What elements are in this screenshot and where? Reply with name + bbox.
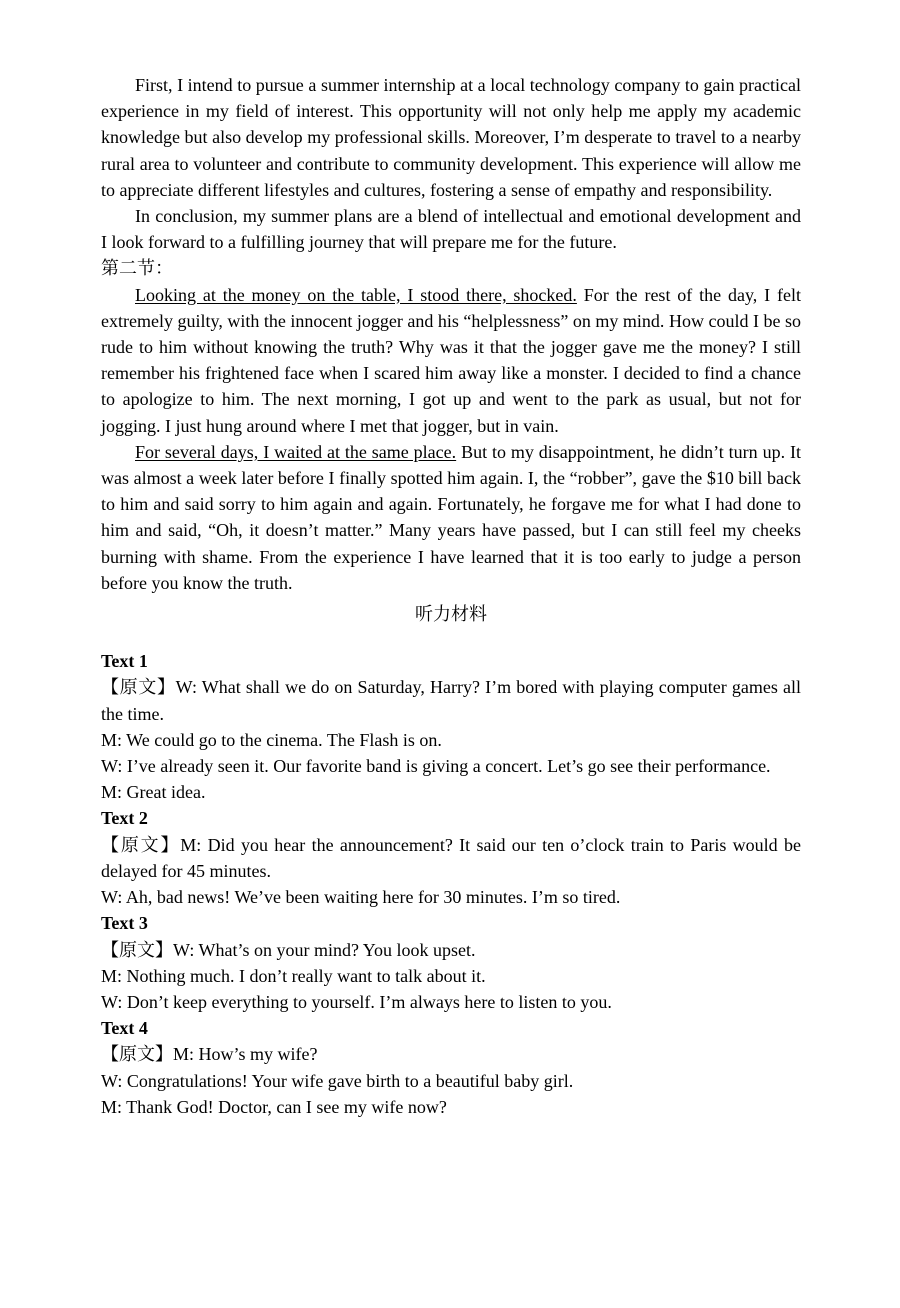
document-page — [101, 72, 801, 1120]
story-text: But to my disappointment, he didn’t turn up. It was almost a week later before I finally spotted him again. I, the “robber”, gave the $10 bill back to him and said sorry to him again and again. Fortunately, he forgave me for what I had done to him and said, “Oh, it doesn’t matter.” Many years have passed, but I can still feel my cheeks burning with shame. From the experience I have learned that it is too early to judge a person before you know the truth. — [101, 441, 801, 593]
transcript-line: 【原文】M: Did you hear the announcement? It said our ten o’clock train to Paris would be delayed for 45 minutes. — [101, 834, 801, 881]
text-title: Text 4 — [101, 1018, 148, 1039]
text-title: Text 3 — [101, 913, 148, 934]
transcript-line: M: We could go to the cinema. The Flash is on. — [101, 729, 442, 750]
listening-heading: 听力材料 — [415, 604, 487, 625]
transcript-line: M: Great idea. — [101, 782, 206, 803]
underlined-opening-sentence: Looking at the money on the table, I stood there, shocked. — [135, 284, 577, 305]
text-title: Text 1 — [101, 651, 148, 672]
original-tag: 【原文】 — [101, 677, 176, 698]
transcript-line: 【原文】W: What’s on your mind? You look upset. — [101, 939, 476, 960]
story-paragraph — [101, 439, 801, 596]
original-tag: 【原文】 — [101, 834, 181, 855]
essay-paragraph: In conclusion, my summer plans are a blend of intellectual and emotional development and I look forward to a fulfilling journey that will prepare me for the future. — [101, 206, 801, 253]
transcript-line: 【原文】M: How’s my wife? — [101, 1044, 318, 1065]
original-tag: 【原文】 — [101, 939, 173, 960]
original-tag: 【原文】 — [101, 1044, 173, 1065]
underlined-opening-sentence: For several days, I waited at the same place. — [135, 441, 457, 462]
section-label: 第二节： — [101, 258, 173, 279]
story-paragraph — [101, 282, 801, 439]
transcript-line: W: Congratulations! Your wife gave birth to a beautiful baby girl. — [101, 1070, 574, 1091]
transcript-line: W: I’ve already seen it. Our favorite band is giving a concert. Let’s go see their performance. — [101, 756, 771, 777]
transcript-line: W: Ah, bad news! We’ve been waiting here for 30 minutes. I’m so tired. — [101, 887, 621, 908]
transcript-line: M: Thank God! Doctor, can I see my wife now? — [101, 1096, 447, 1117]
story-text: For the rest of the day, I felt extremely guilty, with the innocent jogger and his “helplessness” on my mind. How could I be so rude to him without knowing the truth? Why was it that the jogger gave me the money? I still remember his frightened face when I scared him away like a monster. I decided to find a chance to apologize to him. The next morning, I got up and went to the park as usual, but not for jogging. I just hung around where I met that jogger, but in vain. — [101, 284, 801, 436]
transcript-line: 【原文】W: What shall we do on Saturday, Harry? I’m bored with playing computer games all the time. — [101, 677, 801, 724]
text-title: Text 2 — [101, 808, 148, 829]
transcript-line: W: Don’t keep everything to yourself. I’m always here to listen to you. — [101, 991, 612, 1012]
essay-paragraph: First, I intend to pursue a summer internship at a local technology company to gain practical experience in my field of interest. This opportunity will not only help me apply my academic knowledge but also develop my professional skills. Moreover, I’m desperate to travel to a nearby rural area to volunteer and contribute to community development. This experience will allow me to appreciate different lifestyles and cultures, fostering a sense of empathy and responsibility. — [101, 75, 801, 200]
transcript-line: M: Nothing much. I don’t really want to talk about it. — [101, 965, 486, 986]
